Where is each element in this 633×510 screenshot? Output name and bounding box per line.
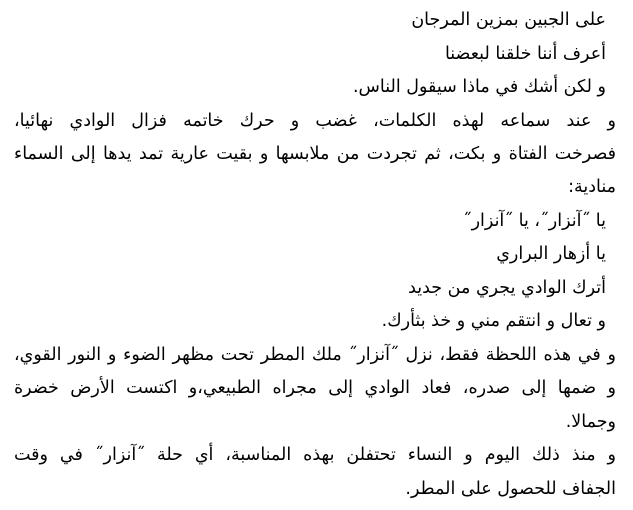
text-line: فصرخت الفتاة و بكت، ثم تجردت من ملابسها و بقيت عارية تمد يدها إلى السماء xyxy=(14,144,616,164)
text-line: و تعال و انتقم مني و خذ بثأرك. xyxy=(381,311,606,331)
text-line: يا ˝آنزار˝، يا ˝آنزار˝ xyxy=(462,211,606,231)
text-line: و ضمها إلى صدره، فعاد الوادي إلى مجراه الطبيعي،و اكتست الأرض خضرة xyxy=(14,378,616,398)
text-line: أترك الوادي يجري من جديد xyxy=(408,278,606,298)
text-line: على الجبين بمزين المرجان xyxy=(411,10,606,30)
text-line: يا أزهار البراري xyxy=(496,244,606,264)
text-line: الجفاف للحصول على المطر. xyxy=(405,479,616,499)
text-line: وجمالا. xyxy=(565,412,616,432)
text-line: منادية: xyxy=(568,177,616,197)
text-line: و في هذه اللحظة فقط، نزل ˝آنزار˝ ملك المطر تحت مظهر الضوء و النور القوي، xyxy=(14,345,616,365)
text-line: أعرف أننا خلقنا لبعضنا xyxy=(444,44,606,64)
text-line: و عند سماعه لهذه الكلمات، غضب و حرك خاتمه فزال الوادي نهائيا، xyxy=(14,111,616,131)
text-line: و منذ ذلك اليوم و النساء تحتفلن بهذه المناسبة، أي حلة ˝آنزار˝ في وقت xyxy=(14,445,616,465)
text-line: و لكن أشك في ماذا سيقول الناس. xyxy=(352,77,606,97)
